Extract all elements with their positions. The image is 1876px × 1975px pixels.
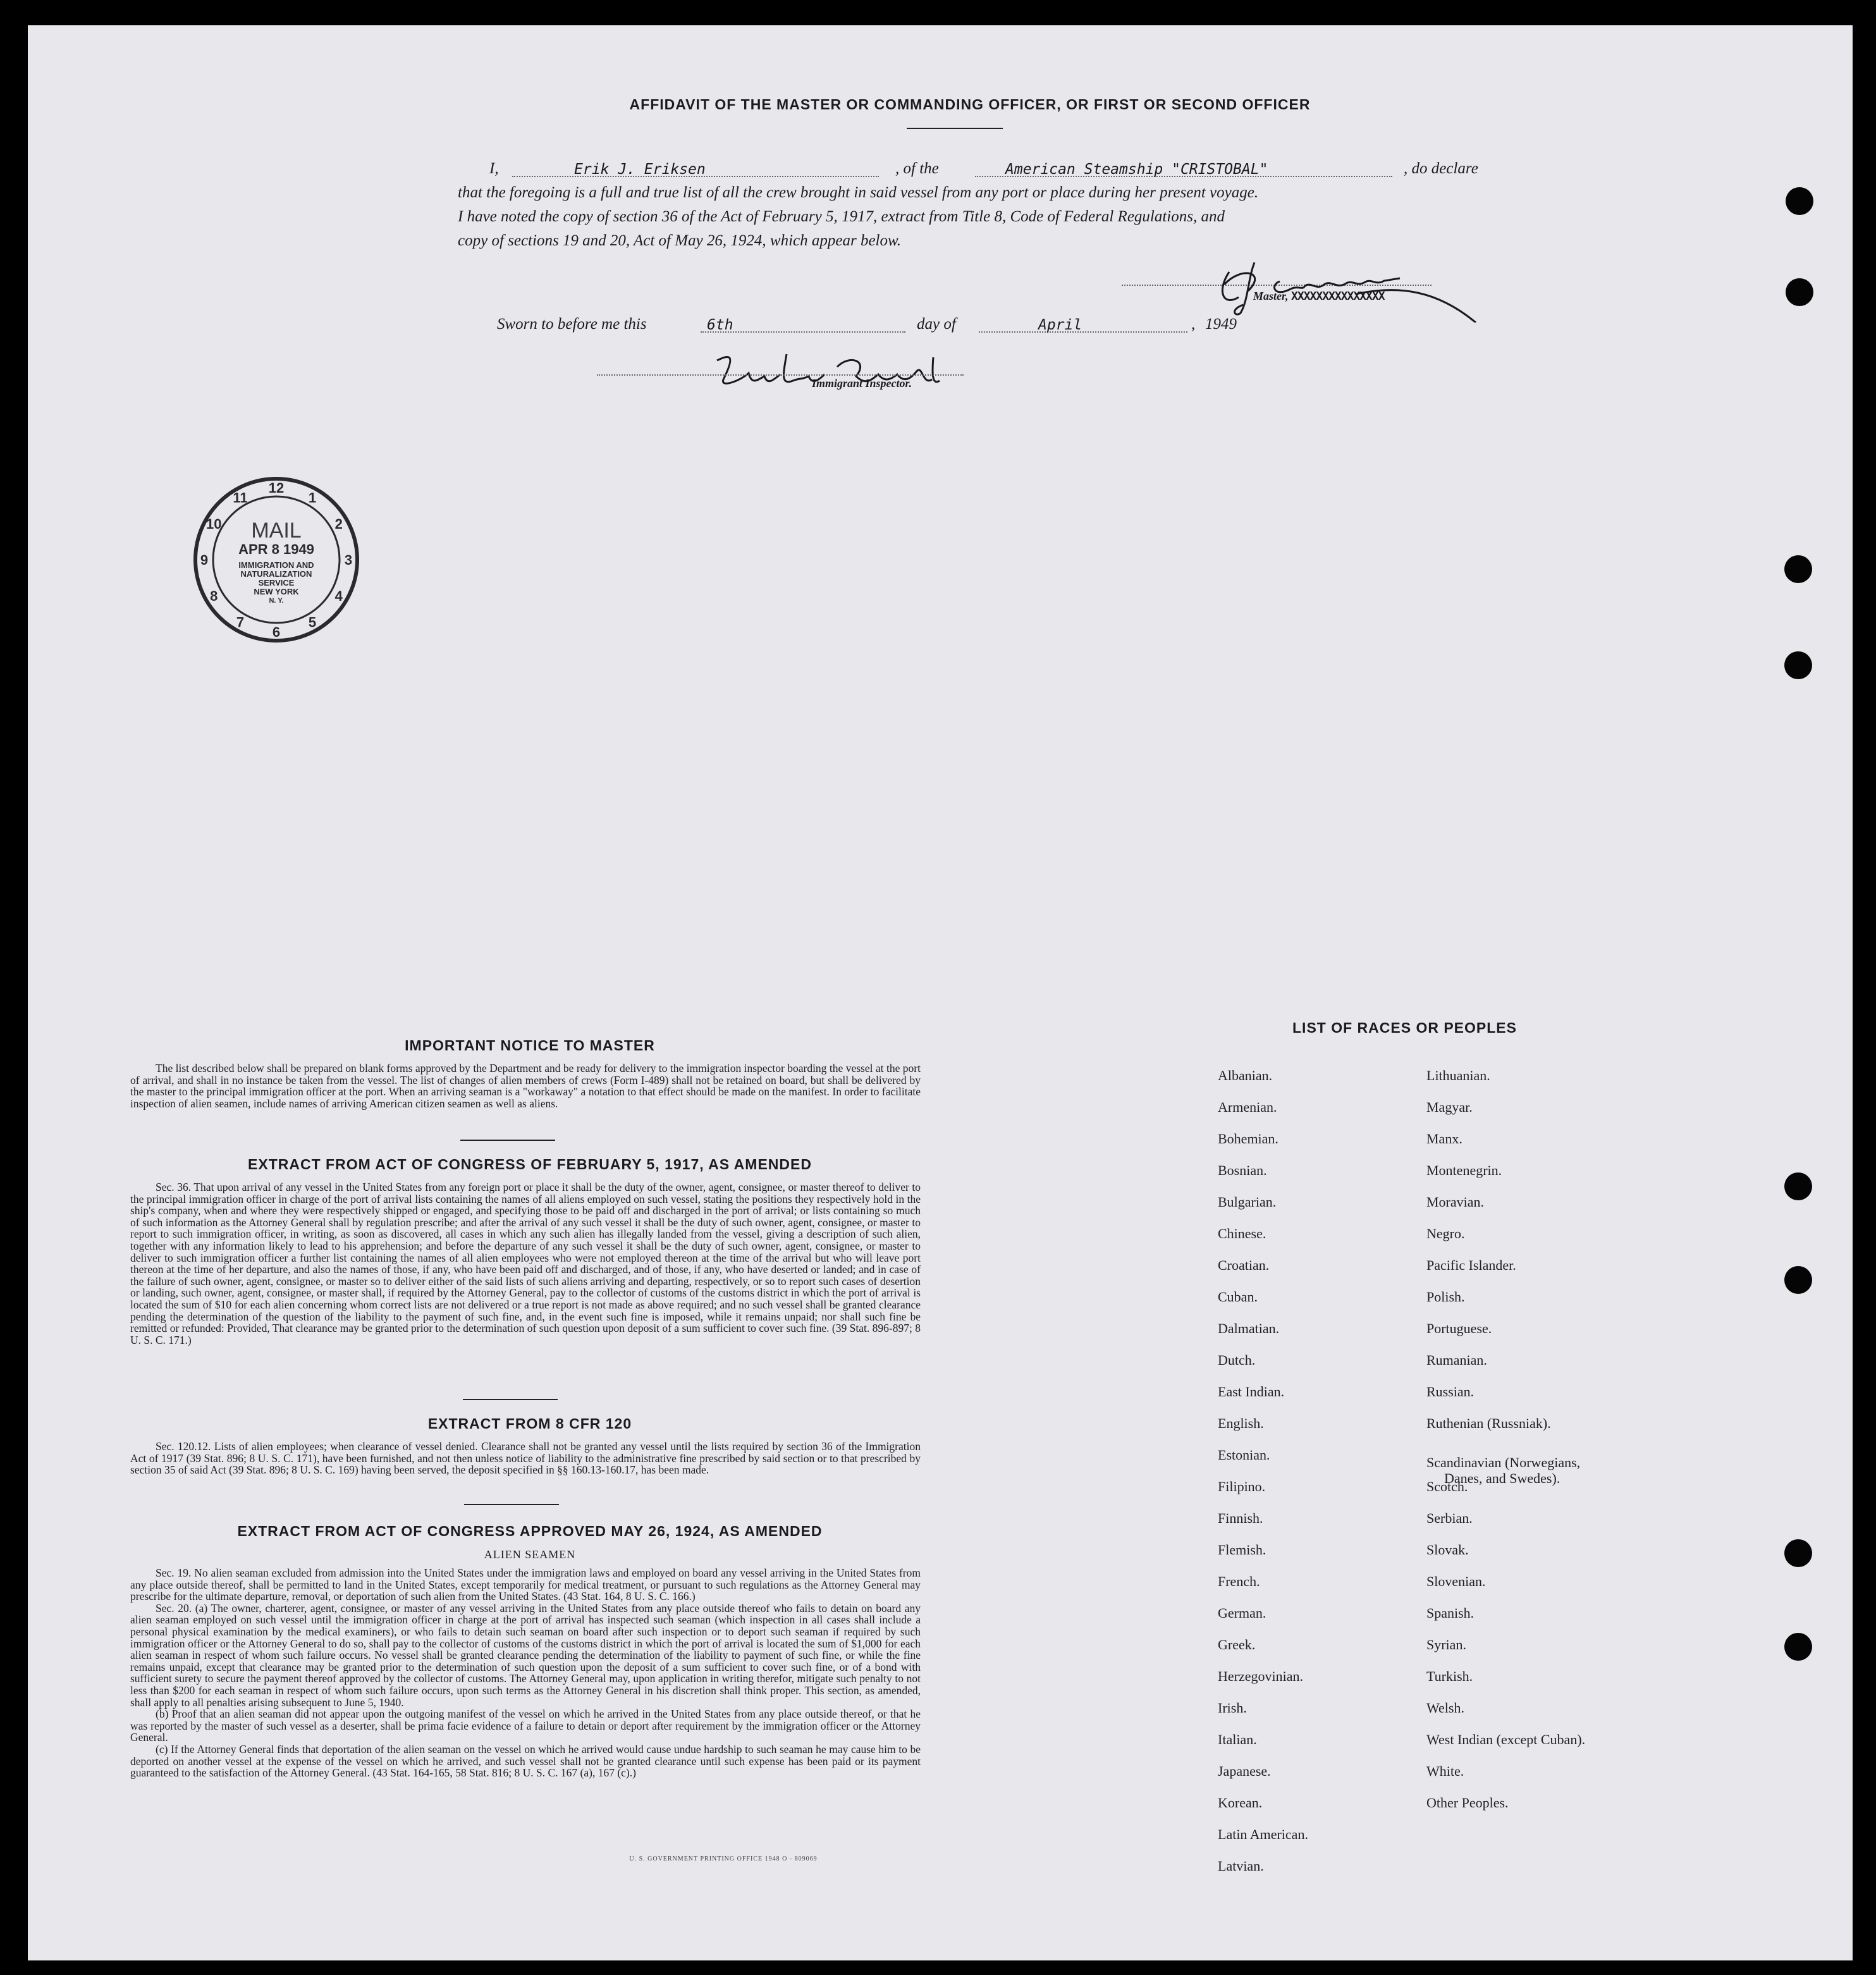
vessel-name: American Steamship "CRISTOBAL" <box>1005 161 1268 178</box>
extract-cfr-title: EXTRACT FROM 8 CFR 120 <box>427 1415 632 1432</box>
sworn-day: 6th <box>707 317 733 333</box>
stamp-hour-numeral: 8 <box>210 588 218 604</box>
race-item: Moravian. <box>1426 1194 1485 1210</box>
race-item: German. <box>1218 1605 1266 1621</box>
race-item: Latin American. <box>1218 1826 1308 1842</box>
declaration-line-2: that the foregoing is a full and true list of all the crew brought in said vessel from any port or place during her present voyage. <box>458 184 1259 201</box>
stamp-hour-numeral: 7 <box>236 614 245 631</box>
pronoun: I, <box>489 160 499 177</box>
month-fill-line <box>979 331 1187 333</box>
stamp-state: N. Y. <box>269 597 284 605</box>
inspector-title: Immigrant Inspector. <box>812 377 912 390</box>
race-item: Dalmatian. <box>1218 1320 1280 1336</box>
race-item: Lithuanian. <box>1426 1067 1490 1083</box>
affidavit-title: AFFIDAVIT OF THE MASTER OR COMMANDING OFFICER, OR FIRST OR SECOND OFFICER <box>629 96 1311 113</box>
race-item: Korean. <box>1218 1795 1263 1811</box>
inspector-signature <box>704 341 970 405</box>
binder-hole <box>1786 187 1813 215</box>
race-item: Polish. <box>1426 1289 1465 1305</box>
stamp-hour-numeral: 9 <box>200 552 209 568</box>
race-item: Scandinavian (Norwegians, <box>1426 1455 1581 1470</box>
notice-title: IMPORTANT NOTICE TO MASTER <box>405 1037 655 1054</box>
notice-text: The list described below shall be prepared on blank forms approved by the Department and be ready for delivery to the immigration inspector boarding the vessel at the port of arrival, and shall in no instance be taken from the vessel. The list of changes of alien members of crews (Form I-489) shall not be retained on board, but shall be delivered by the master to the principal immigration officer at the port. When an arriving seaman is a "workaway" a notation to that effect should be made on the manifest. In order to facilitate inspection of alien seamen, include names of arriving American citizen seamen as well as aliens. <box>130 1062 921 1110</box>
extract-1917-title: EXTRACT FROM ACT OF CONGRESS OF FEBRUARY 5, 1917, AS AMENDED <box>248 1156 812 1172</box>
race-item: Armenian. <box>1218 1099 1277 1115</box>
race-item: Estonian. <box>1218 1447 1270 1463</box>
race-item: Russian. <box>1426 1384 1474 1400</box>
race-item: Irish. <box>1218 1700 1247 1716</box>
section-20b: (b) Proof that an alien seaman did not appear upon the outgoing manifest of the vessel on which he arrived in the United States from any place outside thereof, or that he was reported by the master of such vessel as a deserter, shall be prima facie evidence of a failure to detain or deport after requirement by the immigration officer or the Attorney General. <box>130 1707 921 1744</box>
race-item: Bohemian. <box>1218 1131 1278 1147</box>
race-item: Latvian. <box>1218 1858 1264 1874</box>
race-item: West Indian (except Cuban). <box>1426 1732 1586 1747</box>
binder-hole <box>1784 1266 1812 1294</box>
race-item: Welsh. <box>1426 1700 1464 1716</box>
stamp-hour-numeral: 6 <box>272 624 281 640</box>
race-item: Manx. <box>1426 1131 1462 1147</box>
binder-hole <box>1784 1172 1812 1200</box>
divider <box>463 1399 558 1400</box>
extract-1924-text <box>130 1567 921 1779</box>
title-rule <box>907 128 1003 129</box>
stamp-hour-numeral: 2 <box>334 516 343 532</box>
divider <box>464 1504 559 1505</box>
binder-hole <box>1784 555 1812 583</box>
stamp-date: APR 8 1949 <box>238 541 314 557</box>
printer-imprint: U. S. GOVERNMENT PRINTING OFFICE 1948 O - 809069 <box>629 1855 818 1862</box>
stamp-service-1: IMMIGRATION AND <box>238 560 314 570</box>
master-title: Master, <box>1253 290 1289 302</box>
struck-title: XXXXXXXXXXXXXXX <box>1291 290 1385 303</box>
race-item: Finnish. <box>1218 1510 1263 1526</box>
binder-hole <box>1784 1633 1812 1661</box>
race-item: Turkish. <box>1426 1668 1473 1684</box>
race-item: Danes, and Swedes). <box>1444 1470 1560 1486</box>
stamp-hour-numeral: 12 <box>268 480 285 496</box>
sworn-text: Sworn to before me this <box>497 316 647 333</box>
master-name: Erik J. Eriksen <box>574 161 706 178</box>
stamp-hour-numeral: 1 <box>308 489 317 506</box>
race-item: Herzegovinian. <box>1218 1668 1303 1684</box>
stamp-city: NEW YORK <box>254 587 299 596</box>
master-title-label <box>1253 290 1385 303</box>
extract-1917-text: Sec. 36. That upon arrival of any vessel in the United States from any foreign port or place it shall be the duty of the owner, agent, consignee, or master thereof to deliver to the principal immigration officer in charge of the port of arrival lists containing the names of all aliens employed on such vessel, stating the positions they respectively hold in the ship's company, when and where they were respectively shipped or engaged, and specifying those to be paid off and discharged in the port of arrival; or lists containing so much of such information as the Attorney General shall by regulation prescribe; and after the arrival of any such vessel it shall be the duty of such owner, agent, consignee, or master to report to such immigration officer, in writing, as soon as discovered, all cases in which any such alien has illegally landed from the vessel, giving a description of such alien, together with any information likely to lead to his apprehension; and before the departure of any such vessel it shall be the duty of such owner, agent, consignee, or master to deliver to such immigration officer a further list containing the names of all alien employees who were not employed thereon at the time of the arrival but who will leave port thereon at the time of her departure, and also the names of those, if any, who have been paid off and discharged, and of those, if any, who have deserted or landed; and in case of the failure of such owner, agent, consignee, or master so to deliver either of the said lists of such aliens arriving and departing, respectively, or so to report such cases of desertion or landing, such owner, agent, consignee, or master shall, if required by the Attorney General, pay to the collector of customs of the customs district in which the port of arrival is located the sum of $10 for each alien concerning whom correct lists are not delivered or a true report is not made as above required; and no such vessel shall be granted clearance pending the determination of the question of the liability to the payment of such fine, and, in the event such fine is imposed, while it remains unpaid; nor shall such fine be remitted or refunded: Provided, That clearance may be granted prior to the determination of such question upon deposit of a sum sufficient to cover such fine. (39 Stat. 896-897; 8 U. S. C. 171.) <box>130 1181 921 1346</box>
race-item: Slovenian. <box>1426 1573 1486 1589</box>
race-item: Other Peoples. <box>1426 1795 1509 1811</box>
mail-received-stamp <box>191 474 362 645</box>
stamp-hour-numeral: 10 <box>206 516 222 532</box>
stamp-service-3: SERVICE <box>258 578 295 588</box>
binder-hole <box>1786 278 1813 306</box>
day-of-text: day of <box>917 316 956 333</box>
race-item: Croatian. <box>1218 1257 1270 1273</box>
do-declare-text: , do declare <box>1404 160 1478 177</box>
race-item: French. <box>1218 1573 1260 1589</box>
extract-cfr-text: Sec. 120.12. Lists of alien employees; when clearance of vessel denied. Clearance shall not be granted any vessel until the lists required by section 36 of the Immigration Act of 1917 (39 Stat. 896; 8 U. S. C. 171), have been furnished, and not then unless notice of liability to the administrative fine prescribed by said section or to that prescribed by section 35 of said Act (39 Stat. 896; 8 U. S. C. 169) having been served, the deposit specified in §§ 160.13-160.17, has been made. <box>130 1440 921 1477</box>
race-item: English. <box>1218 1415 1264 1431</box>
race-item: Spanish. <box>1426 1605 1474 1621</box>
race-item: Rumanian. <box>1426 1352 1487 1368</box>
race-item: Portuguese. <box>1426 1320 1492 1336</box>
section-20c: (c) If the Attorney General finds that deportation of the alien seaman on the vessel on which he arrived would cause undue hardship to such seaman he may cause him to be deported on another vessel at the expense of the vessel on which he arrived, and such vessel shall not be granted clearance until such expense has been paid or its payment guaranteed to the satisfaction of the Attorney General. (43 Stat. 164-165, 58 Stat. 816; 8 U. S. C. 167 (a), 167 (c).) <box>130 1742 921 1780</box>
race-item: Cuban. <box>1218 1289 1258 1305</box>
race-item: Dutch. <box>1218 1352 1256 1368</box>
race-item: Pacific Islander. <box>1426 1257 1516 1273</box>
race-item: Chinese. <box>1218 1226 1266 1241</box>
declaration-line-3: I have noted the copy of section 36 of the Act of February 5, 1917, extract from Title 8, Code of Federal Regulations, and <box>458 208 1225 225</box>
sworn-year: 1949 <box>1205 316 1237 333</box>
race-item: Scotch. <box>1426 1479 1468 1494</box>
race-item: Japanese. <box>1218 1763 1271 1779</box>
stamp-service-2: NATURALIZATION <box>240 569 312 579</box>
of-the-text: , of the <box>895 160 939 177</box>
sworn-month: April <box>1038 317 1082 333</box>
race-item: Bulgarian. <box>1218 1194 1277 1210</box>
race-item: Flemish. <box>1218 1542 1266 1558</box>
binder-hole <box>1784 651 1812 679</box>
race-item: Albanian. <box>1218 1067 1273 1083</box>
races-title: LIST OF RACES OR PEOPLES <box>1292 1019 1517 1036</box>
race-item: White. <box>1426 1763 1464 1779</box>
stamp-mail-word: MAIL <box>251 519 302 543</box>
race-item: Italian. <box>1218 1732 1257 1747</box>
master-signature <box>1210 247 1501 323</box>
stamp-hour-numeral: 5 <box>308 614 317 631</box>
stamp-hour-numeral: 11 <box>233 489 248 506</box>
race-item: Ruthenian (Russniak). <box>1426 1415 1551 1431</box>
race-item: Negro. <box>1426 1226 1465 1241</box>
section-19: Sec. 19. No alien seaman excluded from admission into the United States under the immigration laws and employed on board any vessel arriving in the United States from any place outside thereof, shall be permitted to land in the United States, except temporarily for medical treatment, or pursuant to such regulations as the Attorney General may prescribe for the ultimate departure, removal, or deportation of such alien from the United States. (43 Stat. 164, 8 U. S. C. 166.) <box>130 1566 921 1603</box>
race-item: Filipino. <box>1218 1479 1266 1494</box>
declaration-line-4: copy of sections 19 and 20, Act of May 26, 1924, which appear below. <box>458 232 902 249</box>
race-item: Slovak. <box>1426 1542 1469 1558</box>
sworn-line: Sworn to before me this 6th day of April , 1949 <box>497 312 1275 338</box>
race-item: Syrian. <box>1426 1637 1466 1652</box>
race-item: Magyar. <box>1426 1099 1473 1115</box>
extract-1924-title: EXTRACT FROM ACT OF CONGRESS APPROVED MAY 26, 1924, AS AMENDED <box>237 1523 823 1539</box>
section-20a: Sec. 20. (a) The owner, charterer, agent, consignee, or master of any vessel arriving in the United States from any place outside thereof who fails to detain on board any alien seaman employed on such vessel until the immigration officer in charge at the port of arrival has inspected such seaman (which inspection in all cases shall include a personal physical examination by the medical examiners), or who fails to detain such seaman on board after such inspection or to deport such seaman if required by such immigration officer or the Attorney General to do so, shall pay to the collector of customs of the customs district in which the port of arrival is located the sum of $1,000 for each alien seaman in respect of whom such failure occurs. No vessel shall be granted clearance pending the determination of the liability to payment of such fine, or while the fine remains unpaid, except that clearance may be granted prior to the determination of such question upon the deposit of a sum sufficient to cover such fine, or of a bond with sufficient surety to secure the payment thereof approved by the collector of customs. The Attorney General may, upon application in writing therefor, mitigate such penalty to not less than $200 for each seaman in respect of whom such failure occurs, upon such terms as the Attorney General in his discretion shall think proper. This section, as amended, shall apply to all penalties arising subsequent to June 5, 1940. <box>130 1601 921 1709</box>
race-item: Greek. <box>1218 1637 1256 1652</box>
divider <box>460 1140 555 1141</box>
race-item: Montenegrin. <box>1426 1162 1502 1178</box>
race-item: Bosnian. <box>1218 1162 1267 1178</box>
inspector-signature-line <box>597 374 964 376</box>
alien-seamen-subtitle: ALIEN SEAMEN <box>484 1548 576 1561</box>
declaration-line-1 <box>463 157 1493 182</box>
document-page <box>28 25 1853 1960</box>
stamp-hour-numeral: 4 <box>334 588 343 604</box>
binder-hole <box>1784 1539 1812 1567</box>
stamp-hour-numeral: 3 <box>344 552 353 568</box>
race-item: Serbian. <box>1426 1510 1473 1526</box>
race-item: East Indian. <box>1218 1384 1285 1400</box>
